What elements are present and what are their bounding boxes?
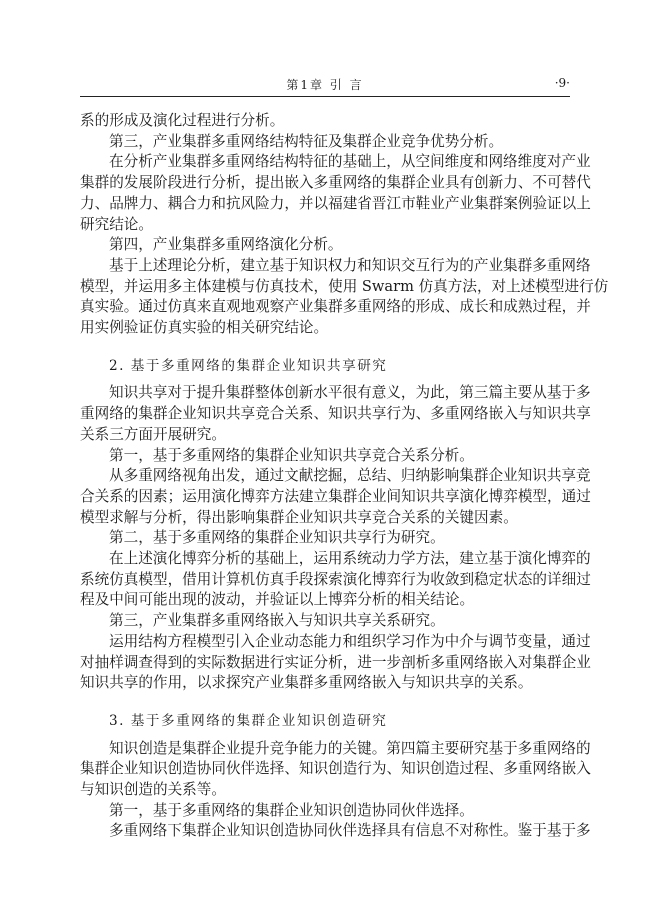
text-line: 模型求解与分析，得出影响集群企业知识共享竞合关系的关键因素。 bbox=[80, 508, 518, 526]
text-line: 第一，基于多重网络的集群企业知识创造协同伙伴选择。 bbox=[109, 801, 474, 819]
text-line: 集群的发展阶段进行分析，提出嵌入多重网络的集群企业具有创新力、不可替代 bbox=[80, 174, 591, 192]
text-line: 系的形成及演化过程进行分析。 bbox=[80, 112, 285, 129]
text-line: 从多重网络视角出发，通过文献挖掘，总结、归纳影响集群企业知识共享竞 bbox=[109, 467, 591, 485]
text-line: 系统仿真模型，借用计算机仿真手段探索演化博弈行为收敛到稳定状态的详细过 bbox=[80, 570, 591, 588]
text-line: 用实例验证仿真实验的相关研究结论。 bbox=[80, 319, 329, 336]
text-line: 知识共享对于提升集群整体创新水平很有意义，为此，第三篇主要从基于多 bbox=[109, 384, 591, 402]
header-rule bbox=[80, 96, 570, 97]
section-heading: 2. 基于多重网络的集群企业知识共享研究 bbox=[109, 357, 388, 374]
section-heading: 3. 基于多重网络的集群企业知识创造研究 bbox=[109, 712, 388, 729]
text-line: 力、品牌力、耦合力和抗风险力，并以福建省晋江市鞋业产业集群案例验证以上 bbox=[80, 194, 591, 212]
text-line: 合关系的因素；运用演化博弈方法建立集群企业间知识共享演化博弈模型，通过 bbox=[80, 487, 591, 505]
chapter-title: 第1章 引 言 bbox=[286, 78, 364, 92]
text-line: 在上述演化博弈分析的基础上，运用系统动力学方法，建立基于演化博弈的 bbox=[109, 550, 591, 567]
text-line: 真实验。通过仿真来直观地观察产业集群多重网络的形成、成长和成熟过程，并 bbox=[80, 298, 591, 316]
text-line: 运用结构方程模型引入企业动态能力和组织学习作为中介与调节变量，通过 bbox=[109, 632, 591, 650]
running-header bbox=[80, 76, 570, 94]
text-line: 基于上述理论分析，建立基于知识权力和知识交互行为的产业集群多重网络 bbox=[109, 256, 591, 274]
text-line: 第二，基于多重网络的集群企业知识共享行为研究。 bbox=[109, 529, 445, 547]
text-line: 第三，产业集群多重网络嵌入与知识共享关系研究。 bbox=[109, 612, 445, 630]
text-line: 程及中间可能出现的波动，并验证以上博弈分析的相关结论。 bbox=[80, 591, 475, 609]
text-line: 模型，并运用多主体建模与仿真技术，使用 Swarm 仿真方法，对上述模型进行仿 bbox=[80, 277, 609, 295]
text-line: 知识创造是集群企业提升竞争能力的关键。第四篇主要研究基于多重网络的 bbox=[109, 739, 591, 757]
text-line: 第三，产业集群多重网络结构特征及集群企业竞争优势分析。 bbox=[109, 132, 504, 150]
text-line: 在分析产业集群多重网络结构特征的基础上，从空间维度和网络维度对产业 bbox=[109, 153, 591, 171]
text-line: 与知识创造的关系等。 bbox=[80, 781, 226, 798]
page-number: ·9· bbox=[554, 76, 570, 90]
text-line: 对抽样调查得到的实际数据进行实证分析，进一步剖析多重网络嵌入对集群企业 bbox=[80, 653, 591, 671]
text-line: 多重网络下集群企业知识创造协同伙伴选择具有信息不对称性。鉴于基于多 bbox=[109, 822, 591, 840]
text-line: 第四，产业集群多重网络演化分析。 bbox=[109, 236, 343, 254]
text-line: 研究结论。 bbox=[80, 215, 153, 233]
text-line: 重网络的集群企业知识共享竞合关系、知识共享行为、多重网络嵌入与知识共享 bbox=[80, 405, 591, 423]
text-line: 集群企业知识创造协同伙伴选择、知识创造行为、知识创造过程、多重网络嵌入 bbox=[80, 760, 591, 778]
text-line: 知识共享的作用，以求探究产业集群多重网络嵌入与知识共享的关系。 bbox=[80, 674, 533, 692]
text-line: 第一，基于多重网络的集群企业知识共享竞合关系分析。 bbox=[109, 446, 474, 464]
text-line: 关系三方面开展研究。 bbox=[80, 425, 226, 443]
